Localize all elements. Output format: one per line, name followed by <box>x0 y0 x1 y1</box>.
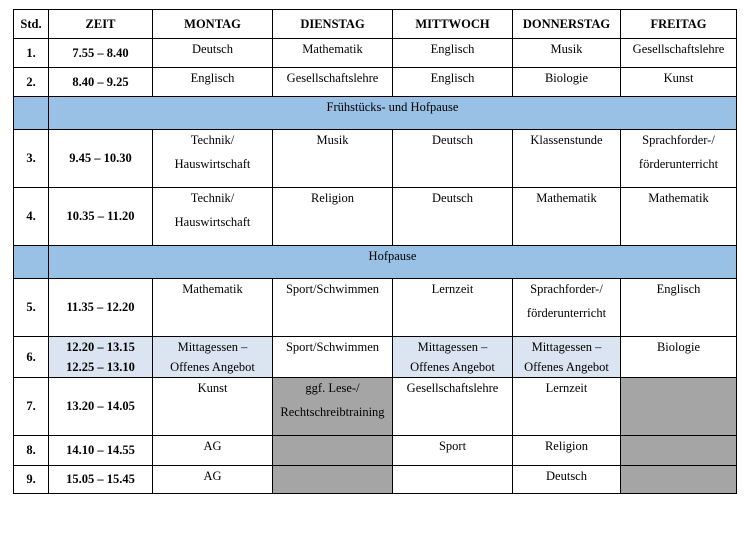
subject-cell: Gesellschaftslehre <box>621 39 737 68</box>
subject-cell: Biologie <box>621 337 737 378</box>
table-row <box>14 436 737 466</box>
period-time: 13.20 – 14.05 <box>49 378 153 436</box>
subject-cell: Sport/Schwimmen <box>273 337 393 378</box>
subject-cell: Englisch <box>621 279 737 337</box>
header-friday: FREITAG <box>621 10 737 39</box>
subject-cell: Sport/Schwimmen <box>273 279 393 337</box>
period-time: 11.35 – 12.20 <box>49 279 153 337</box>
timetable <box>13 9 737 494</box>
table-row <box>14 378 737 436</box>
subject-cell: Sprachforder-/ förderunterricht <box>621 130 737 188</box>
subject-cell: Gesellschaftslehre <box>273 68 393 97</box>
empty-cell <box>273 436 393 466</box>
period-number: 1. <box>14 39 49 68</box>
subject-cell: Technik/ Hauswirtschaft <box>153 188 273 246</box>
subject-cell: Technik/ Hauswirtschaft <box>153 130 273 188</box>
period-number: 7. <box>14 378 49 436</box>
table-row <box>14 466 737 494</box>
header-wednesday: MITTWOCH <box>393 10 513 39</box>
subject-cell: Englisch <box>153 68 273 97</box>
subject-cell: AG <box>153 466 273 494</box>
subject-cell: Deutsch <box>393 188 513 246</box>
table-row <box>14 279 737 337</box>
break-row <box>14 246 737 279</box>
subject-cell: Biologie <box>513 68 621 97</box>
subject-cell: Religion <box>513 436 621 466</box>
subject-cell: Mathematik <box>273 39 393 68</box>
subject-cell: Gesellschaftslehre <box>393 378 513 436</box>
subject-cell: ggf. Lese-/ Rechtschreibtraining <box>273 378 393 436</box>
header-row <box>14 10 737 39</box>
subject-cell: Mittagessen – Offenes Angebot <box>513 337 621 378</box>
subject-cell: Lernzeit <box>393 279 513 337</box>
subject-cell: Musik <box>513 39 621 68</box>
empty-cell <box>393 466 513 494</box>
subject-cell: Klassenstunde <box>513 130 621 188</box>
table-row <box>14 68 737 97</box>
period-time: 9.45 – 10.30 <box>49 130 153 188</box>
subject-cell: Englisch <box>393 39 513 68</box>
subject-cell: Kunst <box>153 378 273 436</box>
empty-cell <box>621 466 737 494</box>
header-thursday: DONNERSTAG <box>513 10 621 39</box>
header-tuesday: DIENSTAG <box>273 10 393 39</box>
subject-cell: Deutsch <box>513 466 621 494</box>
header-zeit: ZEIT <box>49 10 153 39</box>
period-number: 6. <box>14 337 49 378</box>
period-number: 8. <box>14 436 49 466</box>
subject-cell: Mathematik <box>621 188 737 246</box>
break-label: Hofpause <box>49 246 737 279</box>
subject-cell: AG <box>153 436 273 466</box>
period-number: 5. <box>14 279 49 337</box>
table-row <box>14 39 737 68</box>
period-number: 2. <box>14 68 49 97</box>
subject-cell: Lernzeit <box>513 378 621 436</box>
subject-cell: Deutsch <box>153 39 273 68</box>
subject-cell: Kunst <box>621 68 737 97</box>
header-monday: MONTAG <box>153 10 273 39</box>
period-number: 3. <box>14 130 49 188</box>
period-time: 10.35 – 11.20 <box>49 188 153 246</box>
subject-cell: Sport <box>393 436 513 466</box>
table-row <box>14 130 737 188</box>
period-time: 14.10 – 14.55 <box>49 436 153 466</box>
period-time: 15.05 – 15.45 <box>49 466 153 494</box>
empty-cell <box>621 378 737 436</box>
period-time: 12.20 – 13.15 12.25 – 13.10 <box>49 337 153 378</box>
subject-cell: Musik <box>273 130 393 188</box>
empty-cell <box>621 436 737 466</box>
subject-cell: Mathematik <box>153 279 273 337</box>
period-time: 7.55 – 8.40 <box>49 39 153 68</box>
period-time: 8.40 – 9.25 <box>49 68 153 97</box>
break-label: Frühstücks- und Hofpause <box>49 97 737 130</box>
subject-cell: Mathematik <box>513 188 621 246</box>
period-number: 9. <box>14 466 49 494</box>
table-row <box>14 337 737 378</box>
period-number: 4. <box>14 188 49 246</box>
table-row <box>14 188 737 246</box>
header-std: Std. <box>14 10 49 39</box>
subject-cell: Deutsch <box>393 130 513 188</box>
subject-cell: Englisch <box>393 68 513 97</box>
empty-cell <box>273 466 393 494</box>
subject-cell: Mittagessen – Offenes Angebot <box>393 337 513 378</box>
break-blank <box>14 97 49 130</box>
subject-cell: Religion <box>273 188 393 246</box>
subject-cell: Sprachforder-/ förderunterricht <box>513 279 621 337</box>
break-blank <box>14 246 49 279</box>
subject-cell: Mittagessen – Offenes Angebot <box>153 337 273 378</box>
break-row <box>14 97 737 130</box>
